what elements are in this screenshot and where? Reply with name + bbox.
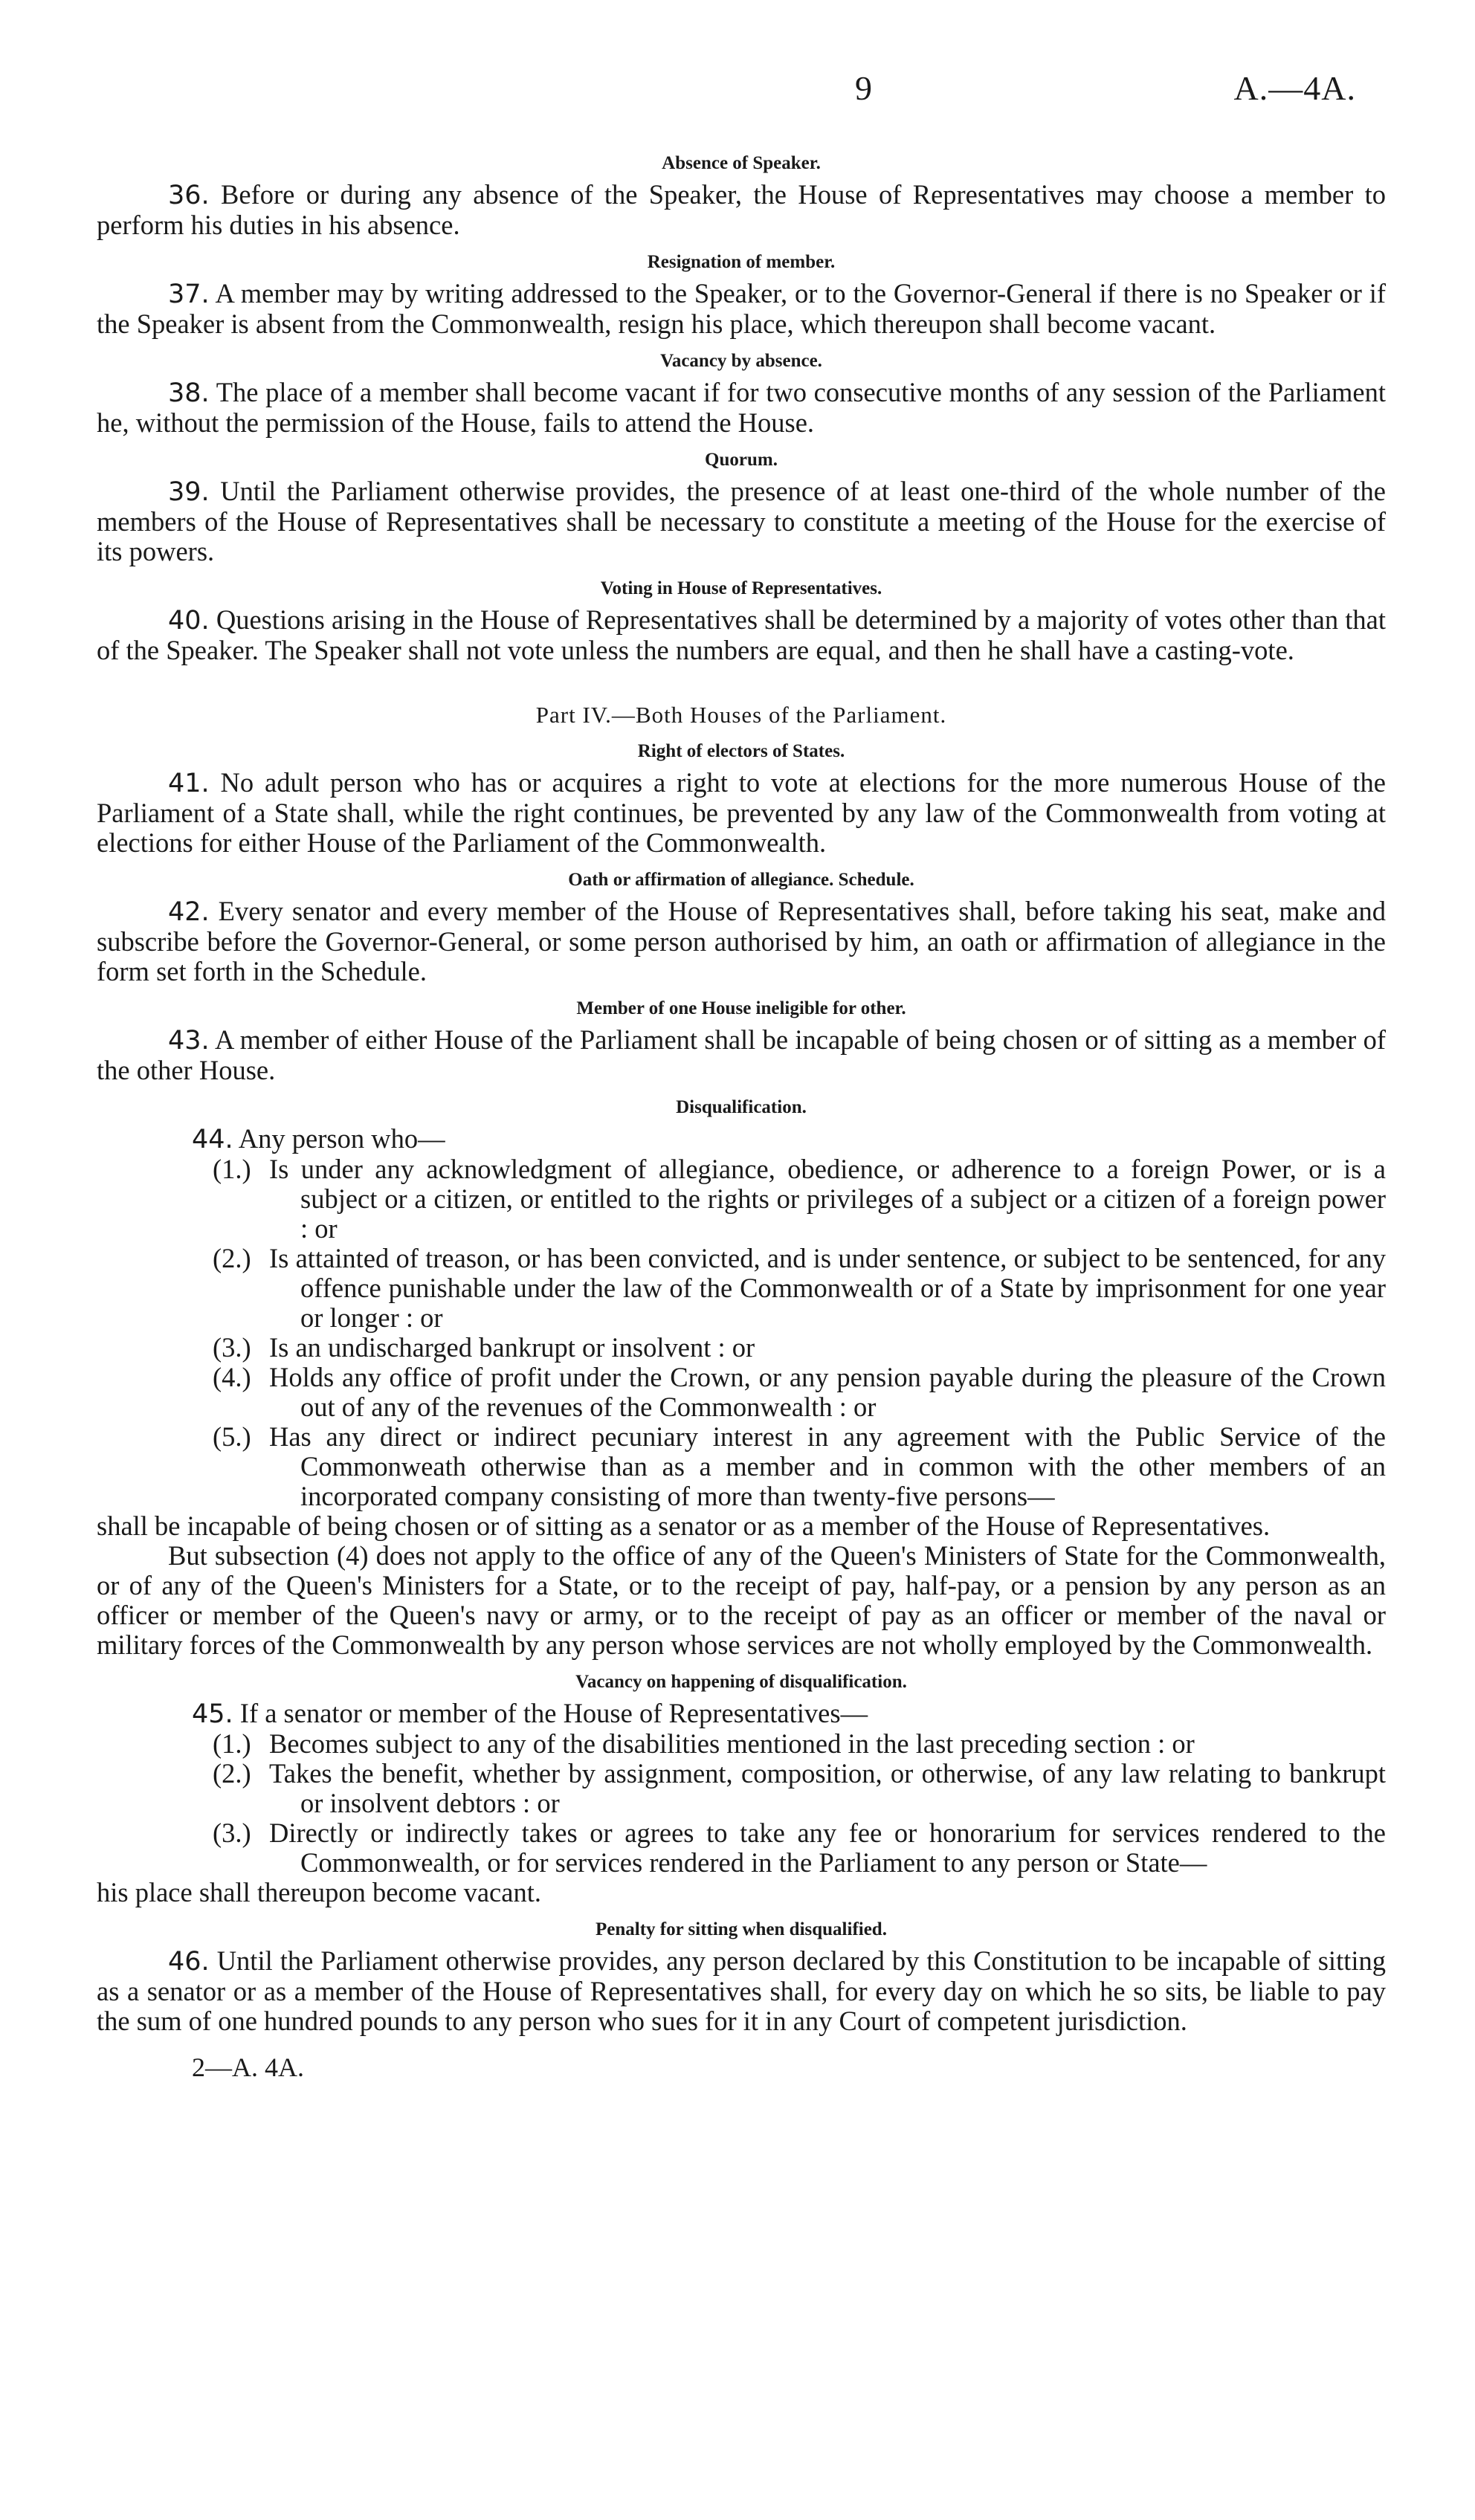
section-number: 36. [168,181,210,210]
subsection-item [213,1333,1386,1363]
page-header [97,0,1386,141]
section-lead-text: If a senator or member of the House of Representatives— [239,1698,868,1728]
section-heading: Absence of Speaker. [662,153,821,173]
subsection-item [213,1154,1386,1244]
section-text: Every senator and every member of the House of Representatives shall, before taking his seat, make and subscribe before the Governor-General, or some person authorised by him, an oath or affirmation of allegiance in the form set forth in the Schedule. [97,896,1386,986]
section-heading: Right of electors of States. [637,741,845,761]
section-40 [97,605,1386,665]
section-text: A member may by writing addressed to the Speaker, or to the Governor-General if there is no Speaker or if the Speaker is absent from the Commonwealth, resign his place, which thereupon shall become vacant. [97,278,1386,339]
page-number: 9 [855,69,872,107]
section-43 [97,1025,1386,1085]
section-45 [192,1699,1386,1729]
section-heading: Quorum. [705,450,778,470]
subsection-item [213,1729,1386,1759]
section-heading: Member of one House ineligible for other. [576,998,906,1018]
subsection-item [213,1363,1386,1422]
subsection-number: (2.) [213,1758,251,1789]
section-number: 45. [192,1699,233,1729]
subsection-text: Directly or indirectly takes or agrees to take any fee or honorarium for services rendered to the Commonwealth, or for services rendered in the Parliament to any person or State— [269,1818,1386,1878]
section-text: A member of either House of the Parliament shall be incapable of being chosen or of sitting as a member of the other House. [97,1024,1386,1085]
section-heading: Disqualification. [676,1097,807,1117]
subsection-text: Takes the benefit, whether by assignment, composition, or otherwise, of any law relating to bankrupt or insolvent debtors : or [269,1758,1386,1818]
signature-mark: 2—A. 4A. [192,2052,304,2082]
subsection-item [213,1818,1386,1878]
section-heading: Voting in House of Representatives. [600,578,882,598]
subsection-number: (3.) [213,1332,251,1363]
section-number: 43. [168,1026,210,1056]
section-number: 41. [168,769,210,798]
page-body [97,152,1386,2084]
section-36 [97,180,1386,240]
document-reference: A.—4A. [1233,69,1356,107]
section-proviso: But subsection (4) does not apply to the office of any of the Queen's Ministers of State for the Commonwealth, or of any of the Queen's Ministers for a State, or to the receipt of pay, half-pay, or a pension by any person as an officer or member of the Queen's navy or army, or to the receipt of pay as an officer or member of the naval or military forces of the Commonwealth by any person whose services are not wholly employed by the Commonwealth. [97,1540,1386,1660]
subsection-number: (1.) [213,1728,251,1759]
subsection-text: Is attainted of treason, or has been convicted, and is under sentence, or subject to be sentenced, for any offence punishable under the law of the Commonwealth or of a State by imprisonment for one year or longer : or [269,1243,1386,1333]
section-44 [192,1124,1386,1154]
section-text: Until the Parliament otherwise provides, the presence of at least one-third of the whole number of the members of the House of Representatives shall be necessary to constitute a meeting of the House for the exercise of its powers. [97,476,1386,566]
section-42 [97,896,1386,986]
subsection-item [213,1422,1386,1511]
section-text: No adult person who has or acquires a right to vote at elections for the more numerous House of the Parliament of a State shall, while the right continues, be prevented by any law of the Commonwealth from voting at elections for either House of the Parliament of the Commonwealth. [97,767,1387,858]
subsection-text: Has any direct or indirect pecuniary interest in any agreement with the Public Service of the Commonweath otherwise than as a member and in common with the other members of an incorporated company consisting of more than twenty-five persons— [269,1421,1386,1511]
subsection-number: (1.) [213,1154,251,1184]
section-text: Before or during any absence of the Speaker, the House of Representatives may choose a member to perform his duties in his absence. [97,179,1387,240]
section-37 [97,279,1386,339]
section-text: The place of a member shall become vacant if for two consecutive months of any session of the Parliament he, without the permission of the House, fails to attend the House. [97,377,1387,438]
subsection-text: Holds any office of profit under the Crown, or any pension payable during the pleasure of the Crown out of any of the revenues of the Commonwealth : or [269,1362,1386,1422]
section-number: 42. [168,897,210,927]
section-number: 38. [168,378,210,408]
section-heading: Vacancy on happening of disqualification. [575,1672,907,1692]
section-heading: Oath or affirmation of allegiance. Schedule. [568,870,914,890]
subsection-text: Is under any acknowledgment of allegiance, obedience, or adherence to a foreign Power, or is a subject or a citizen, or entitled to the rights or privileges of a subject or a citizen of a foreign power : or [269,1154,1386,1244]
part-heading: Part IV.—Both Houses of the Parliament. [535,702,947,728]
section-heading: Penalty for sitting when disqualified. [596,1919,887,1939]
subsection-item [213,1759,1386,1818]
section-number: 40. [168,606,210,636]
subsection-text: Becomes subject to any of the disabilities mentioned in the last preceding section : or [269,1728,1195,1759]
subsection-number: (2.) [213,1243,251,1273]
subsection-item [213,1244,1386,1333]
section-39 [97,476,1386,566]
subsection-text: Is an undischarged bankrupt or insolvent : or [269,1332,755,1363]
section-text: Questions arising in the House of Representatives shall be determined by a majority of votes other than that of the Speaker. The Speaker shall not vote unless the numbers are equal, and then he shall have a casting-vote. [97,604,1387,665]
section-text: Until the Parliament otherwise provides, any person declared by this Constitution to be incapable of sitting as a senator or as a member of the House of Representatives shall, for every day on which he so sits, be liable to pay the sum of one hundred pounds to any person who sues for it in any Court of competent jurisdiction. [97,1945,1386,2036]
subsection-number: (3.) [213,1818,251,1848]
section-38 [97,378,1386,438]
subsection-number: (4.) [213,1362,251,1392]
subsection-number: (5.) [213,1421,251,1452]
section-closing-text: his place shall thereupon become vacant. [97,1877,541,1907]
section-number: 39. [168,477,210,507]
section-lead-text: Any person who— [238,1123,445,1154]
section-number: 44. [192,1125,233,1154]
section-heading: Resignation of member. [647,252,836,272]
section-41 [97,768,1386,858]
section-closing-text: shall be incapable of being chosen or of sitting as a senator or as a member of the House of Representatives. [97,1511,1271,1541]
section-number: 46. [168,1947,210,1977]
section-heading: Vacancy by absence. [660,351,822,371]
section-46 [97,1946,1386,2036]
section-number: 37. [168,280,210,309]
